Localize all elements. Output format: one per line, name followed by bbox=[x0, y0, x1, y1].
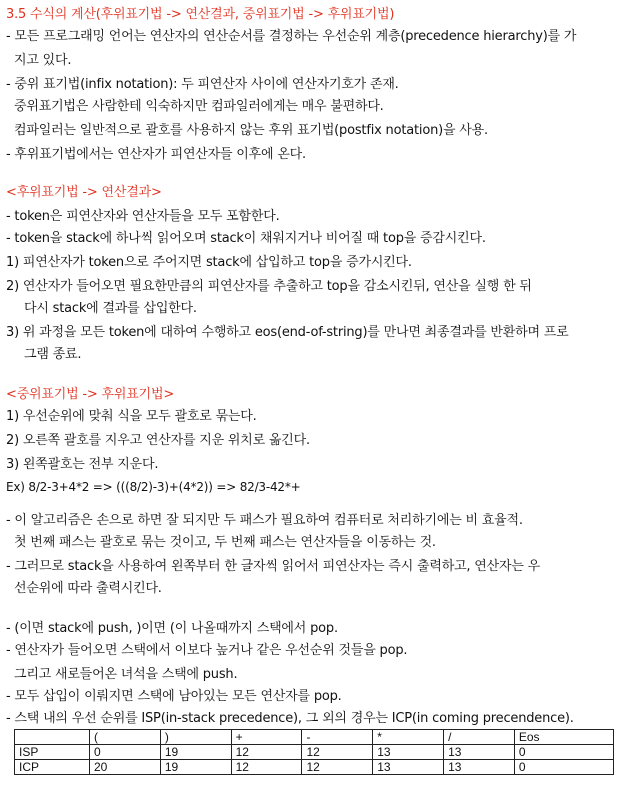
postfix-eval-line: - token은 피연산자와 연산자들을 모두 포함한다. bbox=[6, 209, 280, 224]
table-row bbox=[15, 760, 614, 775]
table-cell: 13 bbox=[373, 760, 444, 775]
table-cell: 13 bbox=[444, 745, 515, 760]
table-header-cell bbox=[15, 730, 90, 745]
intro-line: - 모든 프로그래밍 언어는 연산자의 연산순서를 결정하는 우선순위 계층(precedence hierarchy)를 가 bbox=[6, 29, 577, 44]
infix-to-postfix-line: 3) 왼쪽괄호는 전부 지운다. bbox=[6, 457, 159, 472]
intro-line: 지고 있다. bbox=[14, 53, 72, 68]
table-cell: 12 bbox=[231, 760, 302, 775]
infix-to-postfix-line: 1) 우선순위에 맞춰 식을 모두 괄호로 묶는다. bbox=[6, 409, 257, 424]
table-cell: 12 bbox=[231, 745, 302, 760]
postfix-eval-line: - token을 stack에 하나씩 읽어오며 stack이 채워지거나 비어질 때 top을 증감시킨다. bbox=[6, 231, 486, 246]
table-cell: 0 bbox=[514, 745, 613, 760]
section-title: 3.5 수식의 계산(후위표기법 -> 연산결과, 중위표기법 -> 후위표기법) bbox=[6, 7, 395, 22]
postfix-eval-line: 2) 연산자가 들어오면 필요한만큼의 피연산자를 추출하고 top을 감소시킨뒤, 연산을 실행 한 뒤 bbox=[6, 279, 532, 294]
precedence-table bbox=[14, 729, 614, 775]
table-cell: ICP bbox=[15, 760, 90, 775]
table-header-cell: ( bbox=[90, 730, 161, 745]
stack-rule-line: - (이면 stack에 push, )이면 (이 나올때까지 스택에서 pop. bbox=[6, 621, 338, 636]
intro-line: 중위표기법은 사람한테 익숙하지만 컴파일러에게는 매우 불편하다. bbox=[14, 99, 384, 114]
table-cell: 19 bbox=[160, 760, 231, 775]
table-cell: 20 bbox=[90, 760, 161, 775]
table-cell: 12 bbox=[302, 745, 373, 760]
table-header-row bbox=[15, 730, 614, 745]
postfix-eval-line: 다시 stack에 결과를 삽입한다. bbox=[24, 301, 197, 316]
discussion-line: - 이 알고리즘은 손으로 하면 잘 되지만 두 패스가 필요하여 컴퓨터로 처리하기에는 비 효율적. bbox=[6, 513, 523, 528]
infix-to-postfix-heading: <중위표기법 -> 후위표기법> bbox=[6, 387, 175, 402]
table-cell: 12 bbox=[302, 760, 373, 775]
discussion-line: 첫 번째 패스는 괄호로 묶는 것이고, 두 번째 패스는 연산자들을 이동하는 것. bbox=[14, 535, 436, 550]
table-cell: 0 bbox=[514, 760, 613, 775]
table-header-cell: Eos bbox=[514, 730, 613, 745]
table-header-cell: ) bbox=[160, 730, 231, 745]
table-header-cell: / bbox=[444, 730, 515, 745]
table-cell: 13 bbox=[444, 760, 515, 775]
intro-line: 컴파일러는 일반적으로 괄호를 사용하지 않는 후위 표기법(postfix notation)을 사용. bbox=[14, 123, 488, 138]
postfix-eval-line: 3) 위 과정을 모든 token에 대하여 수행하고 eos(end-of-string)를 만나면 최종결과를 반환하며 프로 bbox=[6, 325, 569, 340]
table-cell: ISP bbox=[15, 745, 90, 760]
table-cell: 0 bbox=[90, 745, 161, 760]
postfix-eval-heading: <후위표기법 -> 연산결과> bbox=[6, 185, 162, 200]
discussion-line: 선순위에 따라 출력시킨다. bbox=[14, 581, 162, 596]
example-expression: Ex) 8/2-3+4*2 => (((8/2)-3)+(4*2)) => 82/3-42*+ bbox=[6, 480, 301, 494]
table-row bbox=[15, 745, 614, 760]
table-header-cell: + bbox=[231, 730, 302, 745]
intro-line: - 후위표기법에서는 연산자가 피연산자들 이후에 온다. bbox=[6, 147, 306, 162]
table-header-cell: * bbox=[373, 730, 444, 745]
stack-rule-line: 그리고 새로들어온 녀석을 스택에 push. bbox=[14, 667, 238, 682]
table-cell: 19 bbox=[160, 745, 231, 760]
table-header-cell: - bbox=[302, 730, 373, 745]
stack-rule-line: - 연산자가 들어오면 스택에서 이보다 높거나 같은 우선순위 것들을 pop. bbox=[6, 643, 408, 658]
postfix-eval-line: 1) 피연산자가 token으로 주어지면 stack에 삽입하고 top을 증가시킨다. bbox=[6, 255, 412, 270]
stack-rule-line: - 스택 내의 우선 순위를 ISP(in-stack precedence), 그 외의 경우는 ICP(in coming precendence). bbox=[6, 711, 574, 726]
stack-rule-line: - 모두 삽입이 이뤄지면 스택에 남아있는 모든 연산자를 pop. bbox=[6, 689, 342, 704]
infix-to-postfix-line: 2) 오른쪽 괄호를 지우고 연산자를 지운 위치로 옮긴다. bbox=[6, 433, 310, 448]
discussion-line: - 그러므로 stack을 사용하여 왼쪽부터 한 글자씩 읽어서 피연산자는 즉시 출력하고, 연산자는 우 bbox=[6, 559, 541, 574]
intro-line: - 중위 표기법(infix notation): 두 피연산자 사이에 연산자기호가 존재. bbox=[6, 77, 399, 92]
postfix-eval-line: 그램 종료. bbox=[24, 347, 82, 362]
table-cell: 13 bbox=[373, 745, 444, 760]
